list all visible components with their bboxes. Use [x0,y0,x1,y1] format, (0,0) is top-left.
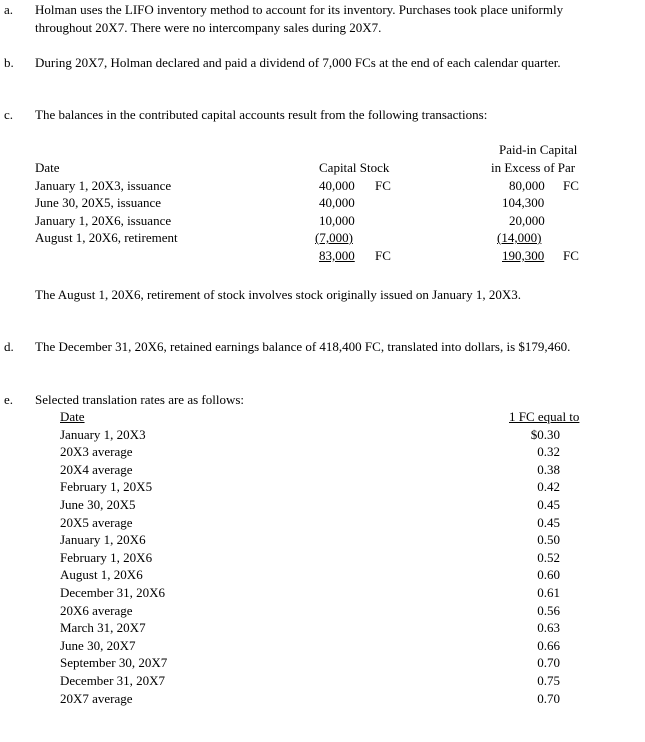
item-a-letter: a. [4,2,14,17]
rate-row-date: 20X7 average [60,690,133,706]
capital-row-date: January 1, 20X6, issuance [35,213,172,228]
capital-header-date: Date [35,160,60,175]
rate-row-value: 0.45 [537,514,560,530]
rate-row-date: December 31, 20X6 [60,585,166,600]
capital-header-capital-stock: Capital Stock [319,160,390,175]
rate-row-value: 0.61 [537,585,560,600]
capital-total-pi-unit: FC [563,248,579,263]
capital-header-paid-in-line2: in Excess of Par [491,160,576,175]
rate-row-date: February 1, 20X6 [60,549,153,565]
rates-header-rate: 1 FC equal to [509,409,580,424]
capital-row-date: August 1, 20X6, retirement [35,230,178,245]
rates-header-date: Date [60,409,85,424]
capital-row-capital-stock: 40,000 [319,178,355,193]
rate-row-date: September 30, 20X7 [60,655,168,671]
capital-row-capital-stock: 40,000 [319,195,355,210]
rate-row-value: 0.70 [537,655,560,671]
capital-row-paid-in: 104,300 [502,195,545,210]
rate-row-date: 20X3 average [60,444,133,460]
capital-row-capital-stock: (7,000) [315,230,353,245]
rate-row-date: June 30, 20X7 [60,637,136,653]
item-c-text: The balances in the contributed capital accounts result from the following transactions: [35,107,488,122]
rate-row-value: $0.30 [530,426,560,442]
item-a-text: Holman uses the LIFO inventory method to account for its inventory. Purchases took place uniformly throughout 20X7. There were no intercompany sales during 20X7. [35,2,564,35]
capital-row-cs-unit: FC [375,178,391,193]
rate-row-value: 0.50 [537,532,560,548]
rate-row-value: 0.38 [537,461,560,477]
rate-row-date: December 31, 20X7 [60,673,166,688]
capital-row-capital-stock: 10,000 [319,213,355,228]
capital-total-cs-unit: FC [375,248,391,263]
rate-row-date: January 1, 20X6 [60,532,146,548]
capital-row-date: June 30, 20X5, issuance [35,195,162,210]
capital-total-paid-in: 190,300 [502,248,545,263]
rate-row-date: 20X5 average [60,514,133,530]
item-b-letter: b. [4,55,14,70]
rate-row-value: 0.60 [537,567,560,583]
capital-row-pi-unit: FC [563,178,579,193]
rate-row-value: 0.70 [537,690,560,706]
capital-header-paid-in-line1: Paid-in Capital [499,142,578,157]
item-b-text: During 20X7, Holman declared and paid a dividend of 7,000 FCs at the end of each calendar quarter. [35,55,561,70]
rate-row-value: 0.42 [537,479,560,495]
rate-row-value: 0.56 [537,602,560,618]
capital-row-paid-in: (14,000) [497,230,542,245]
rate-row-value: 0.45 [537,497,560,512]
rate-row-value: 0.66 [537,637,560,653]
rate-row-date: June 30, 20X5 [60,497,136,512]
rate-row-value: 0.52 [537,549,560,565]
item-c-note: The August 1, 20X6, retirement of stock involves stock originally issued on January 1, 20X3. [35,287,521,302]
rate-row-date: February 1, 20X5 [60,479,153,495]
item-d-text: The December 31, 20X6, retained earnings balance of 418,400 FC, translated into dollars, is $179,460. [35,339,571,354]
capital-row-paid-in: 80,000 [509,178,545,193]
rate-row-value: 0.75 [537,673,560,688]
rate-row-date: March 31, 20X7 [60,620,146,636]
item-e-letter: e. [4,392,14,407]
capital-total-capital-stock: 83,000 [319,248,355,263]
rate-row-date: 20X4 average [60,461,133,477]
item-e-text: Selected translation rates are as follows: [35,392,245,407]
item-d-letter: d. [4,339,14,354]
rate-row-date: January 1, 20X3 [60,426,146,442]
rate-row-value: 0.32 [537,444,560,460]
rate-row-date: August 1, 20X6 [60,567,143,583]
rate-row-value: 0.63 [537,620,560,636]
capital-row-paid-in: 20,000 [509,213,545,228]
rate-row-date: 20X6 average [60,602,133,618]
capital-row-date: January 1, 20X3, issuance [35,178,172,193]
item-c-letter: c. [4,107,14,122]
